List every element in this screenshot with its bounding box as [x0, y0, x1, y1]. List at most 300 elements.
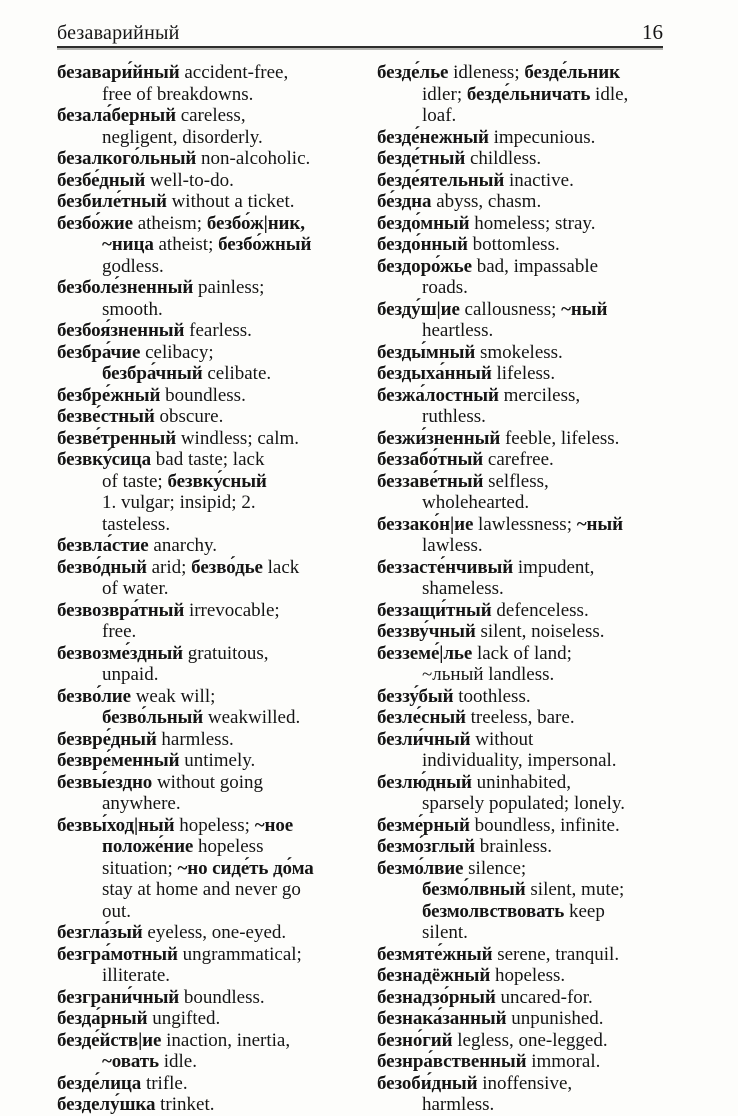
entry-continuation-line	[377, 84, 677, 106]
headword-segment: беззаве́тный	[377, 470, 484, 492]
translation-segment: godless.	[102, 255, 164, 277]
entry-continuation-line	[377, 879, 677, 901]
translation-segment: atheism;	[132, 212, 207, 234]
dictionary-entry	[377, 471, 677, 514]
dictionary-entry	[377, 127, 677, 149]
entry-first-line	[57, 557, 377, 579]
headword-segment: беззву́чный	[377, 621, 476, 642]
translation-segment: sparsely populated; lonely.	[422, 793, 625, 814]
translation-segment: serene, tranquil.	[492, 943, 620, 965]
translation-segment: 1. vulgar; insipid; 2.	[102, 492, 256, 513]
entry-first-line	[57, 750, 377, 772]
translation-segment: heartless.	[422, 320, 494, 341]
translation-segment: inactive.	[504, 169, 574, 191]
translation-segment: harmless.	[156, 728, 234, 750]
dictionary-entry	[57, 148, 377, 170]
headword-segment: безво́дный	[57, 556, 147, 578]
entry-first-line	[57, 385, 377, 407]
entry-continuation-line	[57, 621, 377, 643]
headword-segment: безли́чный	[377, 728, 471, 750]
translation-segment: uncared-for.	[495, 986, 593, 1008]
dictionary-entry	[377, 428, 677, 450]
translation-segment: unpaid.	[102, 664, 159, 685]
headword-segment: ~но сиде́ть до́ма	[177, 857, 314, 879]
translation-segment: silence;	[463, 857, 527, 879]
headword-segment: безгра́мотный	[57, 943, 178, 965]
dictionary-entry	[57, 170, 377, 192]
dictionary-columns	[57, 62, 677, 1116]
entry-first-line	[377, 385, 677, 407]
entry-first-line	[377, 449, 677, 471]
entry-continuation-line	[57, 901, 377, 923]
translation-segment: tasteless.	[102, 513, 171, 535]
headword-segment: безвы́ход|ный	[57, 814, 175, 836]
entry-first-line	[57, 1030, 377, 1052]
entry-first-line	[377, 729, 677, 751]
entry-continuation-line	[57, 836, 377, 858]
entry-first-line	[377, 815, 677, 837]
entry-continuation-line	[57, 858, 377, 880]
translation-segment: arid;	[146, 556, 192, 578]
left-column	[57, 62, 377, 1116]
translation-segment: inoffensive,	[477, 1072, 573, 1094]
entry-continuation-line	[377, 901, 677, 923]
headword-segment: бездыха́нный	[377, 363, 492, 384]
dictionary-entry	[377, 1008, 677, 1030]
dictionary-entry	[57, 406, 377, 428]
translation-segment: trifle.	[141, 1072, 188, 1094]
headword-segment: безбо́жный	[218, 234, 312, 255]
headword-segment: ~овать	[102, 1051, 159, 1072]
entry-first-line	[57, 772, 377, 794]
dictionary-entry	[57, 105, 377, 148]
translation-segment: of taste;	[102, 470, 168, 492]
entry-first-line	[57, 643, 377, 665]
headword-segment: безбе́дный	[57, 169, 146, 191]
guide-word: безаварийный	[57, 22, 180, 44]
translation-segment: well-to-do.	[145, 169, 234, 191]
headword-segment: безвку́сный	[167, 470, 267, 492]
entry-first-line	[377, 299, 677, 321]
headword-segment: безоби́дный	[377, 1072, 478, 1094]
headword-segment: безнадзо́рный	[377, 986, 496, 1008]
dictionary-entry	[377, 385, 677, 428]
translation-segment: ruthless.	[422, 406, 486, 427]
translation-segment: painless;	[193, 277, 265, 298]
translation-segment: idle.	[158, 1051, 197, 1072]
dictionary-entry	[57, 342, 377, 385]
dictionary-entry	[57, 1073, 377, 1095]
entry-first-line	[57, 428, 377, 450]
translation-segment: lawless.	[422, 535, 483, 556]
entry-first-line	[377, 62, 677, 84]
dictionary-entry	[377, 1051, 677, 1073]
translation-segment: windless; calm.	[176, 427, 300, 449]
translation-segment: boundless.	[160, 384, 246, 406]
entry-continuation-line	[377, 492, 677, 514]
dictionary-entry	[57, 213, 377, 278]
translation-segment: keep	[564, 900, 605, 922]
dictionary-entry	[57, 1030, 377, 1073]
entry-first-line	[57, 1094, 377, 1116]
entry-first-line	[377, 148, 677, 170]
headword-segment: бе́здна	[377, 191, 432, 212]
headword-segment: безде́тный	[377, 148, 466, 169]
headword-segment: безбре́жный	[57, 384, 161, 406]
dictionary-entry	[377, 858, 677, 944]
entry-continuation-line	[57, 879, 377, 901]
translation-segment: hopeless	[193, 836, 264, 857]
entry-first-line	[57, 922, 377, 944]
headword-segment: безнадёжный	[377, 965, 491, 986]
headword-segment: безды́мный	[377, 341, 476, 363]
headword-segment: безве́стный	[57, 406, 155, 427]
headword-segment: безвы́ездно	[57, 771, 153, 793]
entry-first-line	[57, 105, 377, 127]
headword-segment: безболе́зненный	[57, 277, 194, 298]
entry-first-line	[57, 62, 377, 84]
headword-segment: бездо́мный	[377, 212, 470, 234]
dictionary-entry	[57, 1008, 377, 1030]
headword-segment: безала́берный	[57, 105, 176, 126]
headword-segment: безбра́чный	[102, 363, 203, 384]
entry-first-line	[377, 643, 677, 665]
translation-segment: abyss, chasm.	[431, 191, 542, 212]
translation-segment: treeless, bare.	[465, 707, 575, 728]
dictionary-entry	[377, 191, 677, 213]
dictionary-entry	[377, 1073, 677, 1116]
dictionary-entry	[57, 729, 377, 751]
headword-segment: безбо́ж|ник,	[206, 212, 305, 234]
headword-segment: безмо́лвие	[377, 857, 464, 879]
entry-first-line	[377, 987, 677, 1009]
dictionary-entry	[377, 557, 677, 600]
headword-segment: безмо́лвный	[422, 879, 526, 900]
headword-segment: безво́дье	[191, 556, 263, 578]
translation-segment: lack	[262, 556, 300, 578]
dictionary-entry	[57, 449, 377, 535]
translation-segment: without a ticket.	[166, 191, 295, 212]
entry-continuation-line	[57, 127, 377, 149]
dictionary-entry	[57, 750, 377, 772]
headword-segment: безде́нежный	[377, 126, 489, 148]
dictionary-entry	[57, 686, 377, 729]
dictionary-entry	[377, 836, 677, 858]
translation-segment: ungrammatical;	[177, 943, 302, 965]
headword-segment: безде́лье	[377, 62, 449, 83]
headword-segment: положе́ние	[102, 836, 194, 857]
headword-segment: ~ница	[102, 234, 154, 255]
dictionary-entry	[57, 944, 377, 987]
entry-first-line	[377, 600, 677, 622]
dictionary-entry	[377, 449, 677, 471]
entry-continuation-line	[57, 578, 377, 600]
translation-segment: inaction, inertia,	[161, 1029, 291, 1051]
entry-first-line	[57, 342, 377, 364]
headword-segment: безвку́сица	[57, 449, 152, 470]
headword-segment: ~ное	[254, 814, 294, 836]
translation-segment: idle,	[590, 83, 629, 105]
headword-segment: ~ный	[561, 298, 608, 320]
translation-segment: careless,	[175, 105, 246, 126]
translation-segment: ungifted.	[147, 1008, 221, 1029]
headword-segment: безавари́йный	[57, 62, 180, 83]
entry-first-line	[377, 621, 677, 643]
entry-first-line	[377, 965, 677, 987]
headword-segment: безлю́дный	[377, 771, 472, 793]
headword-segment: бездо́нный	[377, 234, 468, 255]
entry-continuation-line	[57, 299, 377, 321]
headword-segment: безде́льничать	[466, 83, 591, 105]
headword-segment: безно́гий	[377, 1029, 453, 1051]
headword-segment: безме́рный	[377, 814, 470, 836]
dictionary-entry	[57, 987, 377, 1009]
headword-segment: безде́льник	[524, 62, 620, 83]
translation-segment: brainless.	[474, 836, 553, 857]
entry-first-line	[57, 1073, 377, 1095]
entry-continuation-line	[57, 471, 377, 493]
translation-segment: boundless.	[179, 986, 265, 1008]
translation-segment: bottomless.	[467, 234, 560, 255]
translation-segment: roads.	[422, 277, 468, 298]
entry-first-line	[57, 148, 377, 170]
headword-segment: безнака́занный	[377, 1008, 507, 1029]
entry-continuation-line	[57, 363, 377, 385]
entry-continuation-line	[377, 922, 677, 944]
dictionary-entry	[377, 170, 677, 192]
translation-segment: loaf.	[422, 105, 457, 126]
translation-segment: hopeless.	[490, 965, 566, 986]
entry-first-line	[57, 406, 377, 428]
translation-segment: free.	[102, 621, 137, 642]
entry-first-line	[377, 686, 677, 708]
entry-first-line	[377, 1008, 677, 1030]
translation-segment: bad, impassable	[471, 255, 599, 277]
translation-segment: eyeless, one-eyed.	[142, 922, 287, 943]
entry-continuation-line	[377, 406, 677, 428]
dictionary-entry	[377, 686, 677, 708]
dictionary-entry	[57, 600, 377, 643]
dictionary-entry	[377, 772, 677, 815]
headword-segment: безве́тренный	[57, 427, 177, 449]
headword-segment: беззако́н|ие	[377, 513, 474, 535]
dictionary-entry	[377, 148, 677, 170]
dictionary-entry	[377, 213, 677, 235]
translation-segment: celibacy;	[140, 341, 214, 363]
headword-segment: безбра́чие	[57, 341, 141, 363]
dictionary-entry	[57, 1094, 377, 1116]
translation-segment: ~льный landless.	[422, 664, 555, 685]
entry-first-line	[377, 1030, 677, 1052]
translation-segment: smooth.	[102, 298, 163, 320]
translation-segment: situation;	[102, 857, 178, 879]
entry-first-line	[377, 256, 677, 278]
translation-segment: untimely.	[179, 750, 256, 771]
dictionary-entry	[57, 320, 377, 342]
headword-segment: безбоя́зненный	[57, 320, 185, 341]
headword-segment: безжи́зненный	[377, 427, 501, 449]
dictionary-entry	[377, 815, 677, 837]
entry-continuation-line	[377, 578, 677, 600]
entry-continuation-line	[377, 320, 677, 342]
dictionary-entry	[377, 944, 677, 966]
entry-first-line	[57, 987, 377, 1009]
translation-segment: lawlessness;	[473, 513, 577, 535]
entry-first-line	[57, 320, 377, 342]
headword-segment: безле́сный	[377, 707, 466, 728]
entry-continuation-line	[57, 1051, 377, 1073]
page-number: 16	[642, 20, 663, 44]
translation-segment: without going	[152, 771, 264, 793]
entry-first-line	[57, 600, 377, 622]
translation-segment: unpunished.	[506, 1008, 604, 1029]
translation-segment: harmless.	[422, 1094, 495, 1115]
dictionary-entry	[57, 385, 377, 407]
translation-segment: trinket.	[155, 1094, 215, 1115]
entry-first-line	[377, 944, 677, 966]
headword-segment: беззу́бый	[377, 685, 454, 707]
entry-first-line	[377, 772, 677, 794]
translation-segment: celibate.	[202, 363, 272, 384]
translation-segment: anarchy.	[148, 535, 218, 556]
translation-segment: legless, one-legged.	[452, 1029, 608, 1051]
entry-continuation-line	[377, 535, 677, 557]
dictionary-entry	[377, 643, 677, 686]
translation-segment: childless.	[465, 148, 542, 169]
page-header	[57, 20, 663, 45]
dictionary-entry	[377, 987, 677, 1009]
header-rule	[57, 46, 663, 48]
headword-segment: безде́ятельный	[377, 169, 505, 191]
entry-first-line	[377, 342, 677, 364]
entry-first-line	[57, 815, 377, 837]
translation-segment: gratuitous,	[183, 642, 269, 664]
headword-segment: безмолвствовать	[422, 900, 565, 922]
entry-continuation-line	[57, 793, 377, 815]
entry-first-line	[377, 127, 677, 149]
entry-continuation-line	[57, 707, 377, 729]
headword-segment: безвозме́здный	[57, 642, 184, 664]
entry-continuation-line	[57, 965, 377, 987]
entry-first-line	[377, 514, 677, 536]
entry-continuation-line	[57, 492, 377, 514]
headword-segment: безвре́менный	[57, 750, 180, 771]
dictionary-entry	[377, 514, 677, 557]
translation-segment: feeble, lifeless.	[500, 427, 620, 449]
headword-segment: безгла́зый	[57, 922, 143, 943]
dictionary-entry	[377, 256, 677, 299]
translation-segment: carefree.	[483, 449, 554, 470]
dictionary-entry	[377, 62, 677, 127]
entry-continuation-line	[377, 277, 677, 299]
headword-segment: безде́лица	[57, 1072, 142, 1094]
translation-segment: individuality, impersonal.	[422, 750, 617, 771]
translation-segment: obscure.	[154, 406, 224, 427]
translation-segment: silent, mute;	[525, 879, 625, 900]
headword-segment: безнра́вственный	[377, 1051, 527, 1072]
headword-segment: безграни́чный	[57, 986, 180, 1008]
entry-continuation-line	[377, 793, 677, 815]
translation-segment: weakwilled.	[203, 707, 301, 728]
entry-first-line	[377, 213, 677, 235]
translation-segment: lack of land;	[472, 642, 572, 664]
headword-segment: безво́льный	[102, 707, 204, 728]
dictionary-entry	[377, 363, 677, 385]
dictionary-entry	[377, 342, 677, 364]
entry-first-line	[57, 277, 377, 299]
dictionary-entry	[57, 428, 377, 450]
headword-segment: безвозвра́тный	[57, 599, 185, 621]
translation-segment: boundless, infinite.	[469, 814, 620, 836]
headword-segment: беззасте́нчивый	[377, 556, 514, 578]
dictionary-entry	[377, 707, 677, 729]
translation-segment: without	[470, 728, 534, 750]
headword-segment: безалкого́льный	[57, 148, 197, 169]
dictionary-entry	[57, 922, 377, 944]
dictionary-entry	[377, 299, 677, 342]
translation-segment: shameless.	[422, 578, 504, 599]
translation-segment: fearless.	[184, 320, 252, 341]
translation-segment: of water.	[102, 578, 169, 599]
entry-first-line	[57, 170, 377, 192]
translation-segment: free of breakdowns.	[102, 83, 254, 105]
translation-segment: out.	[102, 900, 132, 922]
dictionary-entry	[377, 234, 677, 256]
entry-first-line	[377, 191, 677, 213]
translation-segment: hopeless;	[174, 814, 255, 836]
headword-segment: безвла́стие	[57, 535, 149, 556]
translation-segment: weak will;	[130, 685, 216, 707]
translation-segment: idler;	[422, 83, 467, 105]
translation-segment: illiterate.	[102, 965, 171, 986]
entry-first-line	[57, 213, 377, 235]
entry-first-line	[57, 686, 377, 708]
translation-segment: uninhabited,	[471, 771, 572, 793]
translation-segment: homeless; stray.	[469, 212, 596, 234]
entry-first-line	[57, 535, 377, 557]
headword-segment: безда́рный	[57, 1008, 148, 1029]
translation-segment: smokeless.	[475, 341, 563, 363]
dictionary-entry	[57, 191, 377, 213]
entry-continuation-line	[377, 105, 677, 127]
translation-segment: toothless.	[453, 685, 531, 707]
entry-first-line	[377, 1051, 677, 1073]
headword-segment: безбиле́тный	[57, 191, 167, 212]
entry-first-line	[57, 449, 377, 471]
translation-segment: stay at home and never go	[102, 879, 301, 900]
translation-segment: bad taste; lack	[151, 449, 265, 470]
entry-first-line	[57, 944, 377, 966]
translation-segment: impudent,	[513, 556, 595, 578]
translation-segment: accident-free,	[179, 62, 289, 83]
entry-first-line	[57, 729, 377, 751]
headword-segment: безбо́жие	[57, 212, 133, 234]
headword-segment: безделу́шка	[57, 1094, 156, 1115]
dictionary-entry	[57, 772, 377, 815]
translation-segment: silent, noiseless.	[475, 621, 605, 642]
entry-continuation-line	[57, 234, 377, 256]
entry-first-line	[377, 836, 677, 858]
translation-segment: impecunious.	[488, 126, 596, 148]
entry-first-line	[377, 707, 677, 729]
translation-segment: irrevocable;	[184, 599, 280, 621]
translation-segment: silent.	[422, 922, 468, 943]
entry-first-line	[57, 191, 377, 213]
entry-continuation-line	[57, 514, 377, 536]
entry-first-line	[377, 234, 677, 256]
entry-first-line	[377, 557, 677, 579]
dictionary-entry	[377, 621, 677, 643]
